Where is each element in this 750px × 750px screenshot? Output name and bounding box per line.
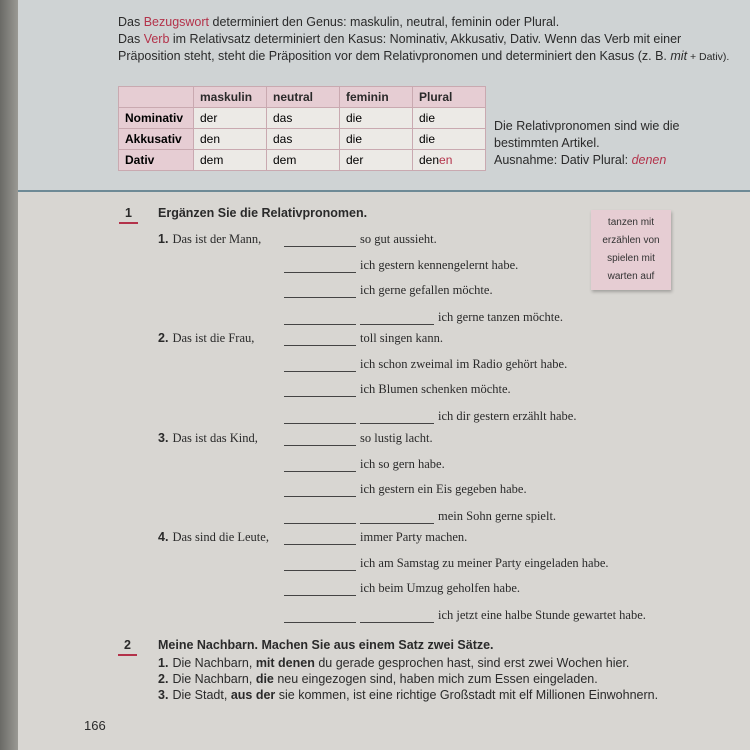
exercise-2-sentence: 1. Die Nachbarn, mit denen du gerade gesprochen hast, sind erst zwei Wochen hier.	[158, 656, 630, 670]
exercise-1-title: Ergänzen Sie die Relativpronomen.	[158, 206, 368, 220]
row-label: Nominativ	[119, 108, 194, 129]
answer-blank[interactable]	[360, 611, 434, 623]
header-feminin: feminin	[340, 87, 413, 108]
fill-in-line	[284, 310, 563, 325]
page-number: 166	[84, 718, 106, 733]
sentence-stem: 1. Das ist der Mann,	[158, 232, 262, 246]
header-maskulin: maskulin	[194, 87, 267, 108]
fill-in-line	[284, 530, 467, 545]
sentence-rest: ich gestern kennengelernt habe.	[360, 258, 519, 272]
fill-in-line	[284, 382, 511, 397]
fill-in-line	[284, 258, 518, 273]
answer-blank[interactable]	[284, 334, 356, 346]
table-cell: das	[267, 108, 340, 129]
fill-in-line	[284, 409, 576, 424]
sentence-rest: toll singen kann.	[360, 331, 443, 345]
sentence-stem: 3. Das ist das Kind,	[158, 431, 258, 445]
intro-line-1: Das Bezugswort determiniert den Genus: maskulin, neutral, feminin oder Plural.	[118, 15, 560, 29]
exercise-2-number: 2	[124, 638, 131, 652]
answer-blank[interactable]	[284, 385, 356, 397]
word-hint-box: tanzen mit erzählen von spielen mit warten auf	[591, 210, 671, 290]
intro-line-2: Das Verb im Relativsatz determiniert den Kasus: Nominativ, Akkusativ, Dativ. Wenn das Verb mit einer	[118, 32, 682, 46]
sentence-rest: ich schon zweimal im Radio gehört habe.	[360, 357, 568, 371]
answer-blank[interactable]	[284, 559, 356, 571]
relative-pronoun-table	[118, 86, 486, 171]
answer-blank[interactable]	[284, 261, 356, 273]
denen-suffix-highlight: en	[439, 153, 453, 167]
table-row-dativ	[119, 150, 486, 171]
answer-blank[interactable]	[360, 512, 434, 524]
table-cell: der	[194, 108, 267, 129]
section-divider	[18, 190, 750, 192]
sentence-rest: ich gerne gefallen möchte.	[360, 283, 493, 297]
table-corner	[119, 87, 194, 108]
exercise-2-sentence: 2. Die Nachbarn, die neu eingezogen sind, haben mich zum Essen eingeladen.	[158, 672, 598, 686]
table-cell: die	[413, 108, 486, 129]
fill-in-line	[284, 232, 437, 247]
header-plural: Plural	[413, 87, 486, 108]
table-cell: die	[340, 108, 413, 129]
answer-blank[interactable]	[284, 460, 356, 472]
sentence-rest: immer Party machen.	[360, 530, 468, 544]
table-cell: die	[413, 129, 486, 150]
fill-in-line	[284, 556, 609, 571]
sentence-rest: ich so gern habe.	[360, 457, 445, 471]
fill-in-line	[284, 331, 443, 346]
intro-line-3: Präposition steht, steht die Präposition vor dem Relativpronomen und determiniert den Kasus (z. B. mit + Dativ).	[118, 49, 730, 63]
grammar-intro	[118, 14, 738, 66]
answer-blank[interactable]	[284, 533, 356, 545]
exercise-2-sentence: 3. Die Stadt, aus der sie kommen, ist eine richtige Großstadt mit elf Millionen Einwohnern.	[158, 688, 659, 702]
answer-blank[interactable]	[284, 584, 356, 596]
sentence-rest: so lustig lacht.	[360, 431, 433, 445]
table-cell: den	[194, 129, 267, 150]
table-cell: die	[340, 129, 413, 150]
fill-in-line	[284, 482, 527, 497]
grammar-note: Die Relativpronomen sind wie die bestimmten Artikel. Ausnahme: Dativ Plural: denen	[494, 119, 680, 167]
book-spine-shadow	[0, 0, 18, 750]
bezugswort-highlight: Bezugswort	[143, 15, 210, 29]
exercise-2-title: Meine Nachbarn. Machen Sie aus einem Satz zwei Sätze.	[158, 638, 494, 652]
answer-blank[interactable]	[360, 412, 434, 424]
fill-in-line	[284, 509, 556, 524]
row-label: Dativ	[119, 150, 194, 171]
sentence-rest: ich am Samstag zu meiner Party eingeladen habe.	[360, 556, 609, 570]
fill-in-line	[284, 283, 493, 298]
answer-blank[interactable]	[284, 611, 356, 623]
sentence-rest: ich dir gestern erzählt habe.	[438, 409, 577, 423]
sentence-rest: ich Blumen schenken möchte.	[360, 382, 511, 396]
sentence-rest: mein Sohn gerne spielt.	[438, 509, 557, 523]
fill-in-line	[284, 457, 445, 472]
fill-in-line	[284, 608, 646, 623]
sentence-rest: ich gestern ein Eis gegeben habe.	[360, 482, 527, 496]
table-row-akkusativ	[119, 129, 486, 150]
sentence-stem: 2. Das ist die Frau,	[158, 331, 255, 345]
fill-in-line	[284, 357, 567, 372]
answer-blank[interactable]	[284, 286, 356, 298]
table-cell: das	[267, 129, 340, 150]
answer-blank[interactable]	[284, 313, 356, 325]
sentence-stem: 4. Das sind die Leute,	[158, 530, 269, 544]
answer-blank[interactable]	[284, 360, 356, 372]
header-neutral: neutral	[267, 87, 340, 108]
answer-blank[interactable]	[284, 412, 356, 424]
table-row-nominativ	[119, 108, 486, 129]
sentence-rest: ich beim Umzug geholfen habe.	[360, 581, 521, 595]
table-cell: der	[340, 150, 413, 171]
row-label: Akkusativ	[119, 129, 194, 150]
exercise-1-number: 1	[125, 206, 132, 220]
answer-blank[interactable]	[284, 434, 356, 446]
sentence-rest: ich gerne tanzen möchte.	[438, 310, 563, 324]
answer-blank[interactable]	[284, 485, 356, 497]
table-cell-denen: denen	[413, 150, 486, 171]
answer-blank[interactable]	[360, 313, 434, 325]
sentence-rest: ich jetzt eine halbe Stunde gewartet habe.	[438, 608, 646, 622]
sentence-rest: so gut aussieht.	[360, 232, 437, 246]
fill-in-line	[284, 581, 520, 596]
fill-in-line	[284, 431, 433, 446]
table-cell: dem	[194, 150, 267, 171]
table-cell: dem	[267, 150, 340, 171]
answer-blank[interactable]	[284, 512, 356, 524]
answer-blank[interactable]	[284, 235, 356, 247]
denen-highlight: denen	[631, 153, 667, 167]
verb-highlight: Verb	[143, 32, 170, 46]
